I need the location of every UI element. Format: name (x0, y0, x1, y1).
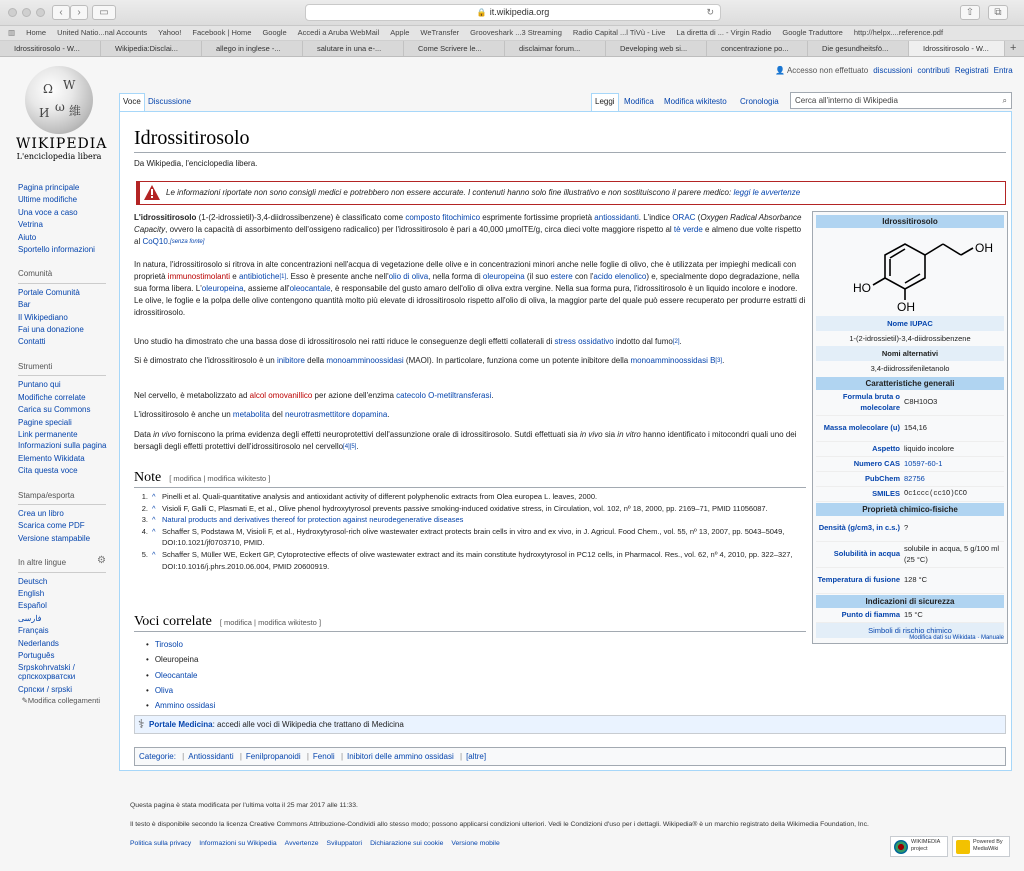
sidebar-link[interactable]: Ultime modifiche (18, 195, 78, 205)
portal-link[interactable]: Portale Medicina (149, 720, 213, 729)
bookmarks-bar (0, 26, 1024, 41)
user-icon: 👤 (775, 66, 785, 75)
infobox-row (816, 542, 1004, 568)
sidebar-link[interactable]: Sportello informazioni (18, 245, 95, 255)
sidebar-link[interactable]: Pagina principale (18, 183, 80, 192)
section-divider (134, 487, 806, 488)
sidebar (18, 182, 114, 705)
infobox-row (816, 487, 1004, 502)
sidebar-link[interactable]: Link permanente (18, 429, 78, 439)
tab-discussione[interactable]: Discussione (148, 97, 192, 106)
caret-up-icon[interactable]: ^ (152, 549, 156, 559)
paragraph-mao: Si è dimostrato che l'idrossitirosolo è un inibitore della monoamminoossidasi (MAOI). In particolare, funziona come un potente inibitore della monoamminoossidasi B[3]. (134, 356, 725, 365)
infobox-section-physical: Proprietà chimico-fisiche (816, 503, 1004, 516)
infobox-key[interactable]: Numero CAS (853, 458, 900, 468)
personal-tools (770, 66, 1013, 75)
personal-link[interactable]: Registrati (954, 66, 989, 75)
sidebar-link[interactable]: Vetrina (18, 220, 43, 230)
window-zoom-button[interactable] (36, 8, 45, 17)
mediawiki-icon (956, 840, 970, 854)
caret-up-icon[interactable]: ^ (152, 492, 156, 501)
infobox-value: 154,16 (904, 423, 927, 433)
infobox-title: Idrossitirosolo (816, 215, 1004, 228)
wikipedia-logo[interactable] (16, 66, 108, 161)
lang-link[interactable]: فارسی (18, 613, 42, 623)
infobox-row (816, 390, 1004, 416)
structure-diagram (815, 230, 1005, 312)
sidebar-section-title: Strumenti (18, 361, 106, 376)
footer-link[interactable]: Sviluppatori (326, 840, 363, 847)
lang-link[interactable]: Français (18, 626, 49, 636)
site-tagline: Da Wikipedia, l'enciclopedia libera. (134, 159, 258, 168)
footer-link[interactable]: Politica sulla privacy (130, 840, 192, 847)
section-heading-related (134, 614, 321, 630)
infobox-row (816, 442, 1004, 457)
sidebar-link[interactable]: Versione stampabile (18, 533, 91, 543)
reload-icon[interactable]: ↻ (706, 7, 714, 17)
sidebar-link[interactable]: Puntano qui (18, 380, 61, 390)
footer-link[interactable]: Versione mobile (451, 840, 500, 847)
sidebar-link[interactable]: Contatti (18, 337, 46, 347)
sidebar-link[interactable]: Modifiche correlate (18, 392, 86, 402)
tab-leggi[interactable]: Leggi (591, 93, 619, 111)
related-link[interactable]: Oliva (154, 685, 174, 695)
paragraph-metabolite: L'idrossitirosolo è anche un metabolita del neurotrasmettitore dopamina. (134, 410, 390, 419)
mediawiki-badge[interactable] (952, 836, 1010, 857)
section-edit-link[interactable]: [ modifica | modifica wikitesto ] (219, 618, 322, 627)
last-modified: Questa pagina è stata modificata per l'ultima volta il 25 mar 2017 alle 11:33. (130, 802, 358, 809)
back-icon[interactable]: ‹ (52, 5, 70, 20)
search-input[interactable] (790, 92, 1012, 109)
lock-icon: 🔒 (476, 8, 487, 17)
sidebar-link[interactable]: Informazioni sulla pagina (18, 441, 107, 451)
browser-tab[interactable]: concentrazione po... (707, 41, 808, 57)
related-link[interactable]: Tirosolo (154, 640, 183, 649)
wikimedia-icon (894, 840, 908, 854)
page-title: Idrossitirosolo (134, 127, 250, 149)
related-item-current: Oleuropeina (154, 655, 199, 665)
infobox-key[interactable]: Solubilità in acqua (833, 549, 900, 559)
iupac-label[interactable]: Nome IUPAC (816, 316, 1004, 331)
infobox-value: liquido incolore (904, 443, 955, 453)
caduceus-icon: ⚕ (138, 717, 145, 731)
page-footer (130, 800, 1010, 849)
infobox-value: ? (904, 523, 909, 533)
sidebar-link[interactable]: Elemento Wikidata (18, 453, 85, 463)
paragraph-study: Uno studio ha dimostrato che una bassa dose di idrossitirosolo nei ratti riduce le conseguenze degli effetti collaterali di stress ossidativo indotto dal fumo[2]. (134, 337, 682, 346)
categories-box: Categorie: | Antiossidanti | Fenilpropanoidi | Fenoli | Inibitori delle ammino ossidasi | [altre] (134, 747, 1006, 766)
note-link[interactable]: Natural products and derivatives thereof for protection against neurodegenerative diseases (162, 515, 464, 525)
related-link[interactable]: Ammino ossidasi (154, 701, 216, 711)
infobox-row (816, 457, 1004, 472)
bookmark-item[interactable]: Home (26, 28, 47, 37)
sidebar-link[interactable]: Pagine speciali (18, 417, 72, 427)
sidebar-section-title: Stampa/esporta (18, 490, 106, 505)
infobox-footer-link[interactable]: Modifica dati su Wikidata · Manuale (909, 635, 1004, 641)
lang-link[interactable]: Nederlands (18, 638, 59, 648)
wordmark: WIKIPEDIA (16, 136, 108, 152)
lang-link[interactable]: Српски / srpski (18, 684, 73, 694)
paragraph-invivo: Data in vivo forniscono la prima evidenza degli effetti neuroprotettivi dell'assunzione orale di idrossitirosolo. Sutdi effettuati sia in vivo sia in vitro hanno identificato i mitocondri quali uno dei bersagli degli effetti protettivi dell'idrossitirosolo nel cervello[4][5]. (134, 430, 797, 451)
sidebar-link[interactable]: Una voce a caso (18, 207, 78, 217)
related-title: Voci correlate (134, 614, 212, 629)
bookmark-item[interactable]: Yahoo! (158, 28, 182, 37)
badge-text: WIKIMEDIA project (911, 839, 941, 852)
title-divider (134, 152, 1006, 153)
sidebar-link[interactable]: Aiuto (18, 232, 37, 242)
tabs-overview-icon[interactable]: ⧉ (988, 5, 1008, 20)
note-item: 1. ^ Pinelli et al. Quali-quantitative analysis and antioxidant activity of different polyphenolic extracts from Olea europea L. leaves, 2000. (134, 491, 814, 503)
browser-tab[interactable]: Idrossitirosolo - W... (0, 41, 101, 57)
bookmark-item[interactable]: Facebook | Home (192, 28, 252, 37)
browser-tab[interactable]: salutare in una e-... (303, 41, 404, 57)
infobox-key[interactable]: Formula bruta o molecolare (842, 392, 900, 412)
infobox-row (816, 516, 1004, 542)
infobox-key[interactable]: Temperatura di fusione (817, 575, 900, 585)
tab-voce[interactable]: Voce (119, 93, 145, 111)
caret-up-icon[interactable]: ^ (152, 515, 156, 525)
lang-link[interactable]: English (18, 589, 45, 599)
lang-link[interactable]: Srpskohrvatski / српскохрватски (18, 662, 76, 681)
ho-label: HO (853, 281, 871, 295)
bookmark-item[interactable]: Radio Capital ...l TiVù - Live (572, 28, 666, 37)
browser-tab[interactable]: Come Scrivere le... (404, 41, 505, 57)
infobox-key[interactable]: Densità (g/cm3, in c.s.) (818, 523, 900, 533)
alt-names-value: 3,4-diidrossifeniletanolo (870, 364, 950, 373)
infobox-value: C8H10O3 (904, 397, 938, 407)
footer-link[interactable]: Dichiarazione sui cookie (370, 840, 444, 847)
infobox-section-safety: Indicazioni di sicurezza (816, 595, 1004, 608)
related-list (146, 637, 215, 713)
warning-text: Le informazioni riportate non sono consigli medici e potrebbero non essere accurate. I contenuti hanno solo fine illustrativo e non sostituiscono il parere medico: (166, 188, 732, 197)
infobox-key[interactable]: PubChem (864, 473, 900, 483)
personal-link[interactable]: contributi (917, 66, 950, 75)
tab-modifica[interactable]: Modifica (624, 97, 654, 106)
browser-tab[interactable]: disclaimar forum... (505, 41, 606, 57)
infobox-value[interactable]: 82756 (904, 473, 925, 483)
sidebar-link[interactable]: Carica su Commons (18, 405, 91, 415)
footer-links (130, 838, 1010, 849)
infobox-row (816, 608, 1004, 623)
show-bookmarks-icon[interactable]: ▥ (8, 28, 16, 37)
note-text: Pinelli et al. Quali-quantitative analysis and antioxidant activity of different polyphenolic extracts from Olea europea L. leaves, 2000. (162, 492, 598, 501)
section-edit-link[interactable]: [ modifica | modifica wikitesto ] (169, 474, 271, 483)
browser-tab-active[interactable]: Idrossitirosolo - W... (909, 41, 1005, 57)
infobox-value: Oc1ccc(cc1O)CCO (904, 489, 968, 498)
infobox-value[interactable]: 10597-60-1 (904, 458, 943, 468)
badge-text: Powered By MediaWiki (973, 839, 1003, 852)
article-content (119, 111, 1012, 771)
bookmark-item[interactable]: http://helpx....reference.pdf (853, 28, 944, 37)
bookmark-item[interactable]: United Natio...nal Accounts (57, 28, 148, 37)
note-item: 5. ^ Schaffer S, Müller WE, Eckert GP, Cytoprotective effects of olive wastewater extract and its main constitute hydroxytyrosol in PC12 cells, in Pharmacol. Res., vol. 62, nº 4, 2010, pp. 322–327, DOI:10.1016/j.phrs.2010.06.004, PMID 20600919. (134, 549, 814, 572)
lang-link[interactable]: Deutsch (18, 576, 48, 586)
medical-warning-box (136, 181, 1006, 205)
infobox-value: 128 °C (904, 575, 928, 585)
infobox-value: 15 °C (904, 609, 923, 619)
logo-tagline: L'enciclopedia libera (16, 152, 102, 161)
browser-tab[interactable]: Wikipedia:Disclai... (101, 41, 202, 57)
infobox-row (816, 472, 1004, 487)
forward-icon[interactable]: › (70, 5, 88, 20)
infobox (812, 211, 1008, 644)
personal-link[interactable]: Entra (993, 66, 1013, 75)
infobox-row (816, 416, 1004, 442)
footer-link[interactable]: Informazioni su Wikipedia (199, 840, 277, 847)
infobox-row (816, 568, 1004, 594)
puzzle-globe-icon: Ω W ω И 維 (25, 66, 93, 134)
address-bar[interactable] (305, 4, 721, 21)
browser-tab-strip (0, 41, 1024, 57)
category-link[interactable]: Inibitori delle ammino ossidasi (347, 752, 454, 761)
infobox-value: solubile in acqua, 5 g/100 ml (25 °C) (904, 544, 1000, 564)
portal-box (134, 715, 1006, 734)
infobox-key[interactable]: Massa molecolare (u) (823, 423, 900, 433)
infobox-key[interactable]: Punto di fiamma (841, 609, 900, 619)
related-link[interactable]: Oleocantale (154, 670, 198, 680)
warning-icon (144, 185, 160, 200)
sidebar-link[interactable]: Portale Comunità (18, 287, 80, 297)
personal-link[interactable]: discussioni (873, 66, 913, 75)
new-tab-icon[interactable]: + (1010, 42, 1017, 54)
lang-section-label: In altre lingue (18, 558, 67, 568)
category-link[interactable]: Fenoli (312, 752, 335, 761)
edit-links-link[interactable] (18, 696, 100, 705)
window-minimize-button[interactable] (22, 8, 31, 17)
oh-label: OH (975, 241, 993, 255)
sidebar-section-title: Comunità (18, 268, 106, 283)
portal-text: : accedi alle voci di Wikipedia che trattano di Medicina (212, 720, 404, 729)
notes-list (134, 491, 814, 572)
login-status: Accesso non effettuato (786, 66, 869, 75)
oh-label: OH (897, 300, 915, 312)
share-icon[interactable]: ⇧ (960, 5, 980, 20)
bookmark-item[interactable]: WeTransfer (420, 28, 460, 37)
section-heading-notes (134, 470, 270, 486)
bookmark-item[interactable]: Apple (390, 28, 410, 37)
paragraph-brain: Nel cervello, è metabolizzato ad alcol omovanillico per azione dell'enzima catecolo O-metiltransferasi. (134, 391, 494, 400)
url-text: it.wikipedia.org (489, 7, 550, 17)
sidebar-link[interactable]: Il Wikipediano (18, 312, 68, 322)
edit-links-label: Modifica collegamenti (27, 695, 100, 705)
gear-icon[interactable]: ⚙ (97, 555, 106, 567)
search-placeholder: Cerca all'interno di Wikipedia (795, 96, 898, 105)
infobox-key[interactable]: SMILES (872, 488, 900, 498)
section-divider (134, 631, 806, 632)
window-close-button[interactable] (8, 8, 17, 17)
tab-modifica-wikitesto[interactable]: Modifica wikitesto (664, 97, 727, 106)
infobox-section-general: Caratteristiche generali (816, 377, 1004, 390)
bookmark-item[interactable]: Google Traduttore (782, 28, 843, 37)
note-item: 4. ^ Schaffer S, Podstawa M, Visioli F, et al., Hydroxytyrosol-rich olive wastewater extract protects brain cells in vitro and ex vivo, in J. Agricul. Food Chem., vol. 55, nº 13, 2007, pp. 5043–5049, DOI:10.1021/jf0703710, PMID. (134, 526, 814, 549)
license-text: Il testo è disponibile secondo la licenza Creative Commons Attribuzione-Condividi allo stesso modo; possono applicarsi condizioni ulteriori. Vedi le Condizioni d'uso per i dettagli. Wikipedia® è un marchio registrato della Wikimedia Foundation, Inc. (130, 821, 869, 828)
caret-up-icon[interactable]: ^ (152, 526, 156, 536)
bookmark-item[interactable]: Accedi a Aruba WebMail (297, 28, 380, 37)
bookmark-item[interactable]: La diretta di ... - Virgin Radio (676, 28, 772, 37)
sidebar-link[interactable]: Scarica come PDF (18, 521, 85, 531)
paragraph-intro: L'idrossitirosolo (1-(2-idrossietil)-3,4-diidrossibenzene) è classificato come composto fitochimico esprimente fortissime proprietà antiossidanti. L'indice ORAC (Oxygen Radical Absorbance Capacity, ovvero la capacità di assorbimento dell'ossigeno radicalico) per l'idrossitirosolo è pari a 40,000 µmolTE/g, circa dieci volte maggiore rispetto al tè verde e almeno due volte rispetto al CoQ10.[senza fonte] (134, 213, 802, 246)
tab-cronologia[interactable]: Cronologia (740, 97, 779, 106)
wikimedia-badge[interactable] (890, 836, 948, 857)
sidebar-toggle-icon[interactable]: ▭ (92, 5, 116, 20)
category-link[interactable]: Antiossidanti (188, 752, 234, 761)
sidebar-section-title (18, 557, 106, 572)
bookmark-item[interactable]: Grooveshark ...3 Streaming (470, 28, 562, 37)
lang-link[interactable]: Español (18, 601, 47, 611)
sidebar-link[interactable]: Bar (18, 300, 31, 310)
note-text: Visioli F, Galli C, Plasmati E, et al., Olive phenol hydroxytyrosol prevents passive smoking-induced oxidative stress, in Circulation, vol. 102, nº 18, 2000, pp. 2169–71, PMID 11056087. (162, 503, 768, 513)
browser-tab[interactable]: Die gesundheitsfö... (808, 41, 909, 57)
note-text: Schaffer S, Podstawa M, Visioli F, et al., Hydroxytyrosol-rich olive wastewater extract protects brain cells in vitro and ex vivo, in J. Agricul. Food Chem., vol. 55, nº 13, 2007, pp. 5043–5049, DOI:10.1021/jf0703710, PMID. (162, 526, 785, 548)
bookmark-item[interactable]: Google (262, 28, 287, 37)
browser-tab[interactable]: Developing web si... (606, 41, 707, 57)
infobox-key[interactable]: Aspetto (872, 443, 900, 453)
risk-symbols-link[interactable]: Simboli di rischio chimico (816, 623, 1004, 638)
sidebar-link[interactable]: Fai una donazione (18, 325, 84, 335)
search-icon[interactable]: ⌕ (1002, 96, 1007, 105)
pencil-icon: ✎ (21, 695, 28, 705)
lang-link[interactable]: Português (18, 651, 55, 661)
categories-label[interactable]: Categorie: (139, 752, 176, 761)
sidebar-link[interactable]: Crea un libro (18, 509, 64, 519)
caret-up-icon[interactable]: ^ (152, 503, 156, 513)
notes-title: Note (134, 470, 162, 485)
iupac-value: 1-(2-idrossietil)-3,4-diidrossibenzene (849, 334, 971, 343)
alt-names-label: Nomi alternativi (816, 346, 1004, 361)
warning-link[interactable]: leggi le avvertenze (733, 188, 801, 197)
sidebar-link[interactable]: Cita questa voce (18, 466, 78, 476)
browser-tab[interactable]: allego in inglese -... (202, 41, 303, 57)
category-link[interactable]: Fenilpropanoidi (245, 752, 301, 761)
note-item: 2. ^ Visioli F, Galli C, Plasmati E, et al., Olive phenol hydroxytyrosol prevents passive smoking-induced oxidative stress, in Circulation, vol. 102, nº 18, 2000, pp. 2169–71, PMID 11056087. (134, 503, 814, 515)
footer-link[interactable]: Avvertenze (284, 840, 319, 847)
paragraph-sources: In natura, l'idrossitirosolo si ritrova in alte concentrazioni nell'acqua di vegetazione delle olive e in concentrazioni minori anche nelle foglie di olivo, che è utilizzata per impieghi medicali con proprietà immunostimolanti e antibiotiche[1]. Esso è presente anche nell'olio di oliva, nella forma di oleuropeina (il suo estere con l'acido elenolico) e, specialmente dopo degradazione, nella sua forma libera. L'oleuropeina, assieme all'oleocantale, è responsabile del gusto amaro dell'olio di oliva extra vergine. Nella sua forma pura, l'idrossitirosolo è un liquido incolore e inodore. Le olive, le foglie e la polpa delle olive contengono quantità molto più elevate di idrossitirosolo rispetto all'olio di oliva, la maggior parte del quale può essere recuperato per produrre estratti di idrossitirosolo. (134, 260, 806, 317)
categories-more-link[interactable]: [altre] (466, 752, 487, 761)
browser-toolbar (0, 0, 1024, 26)
note-text: Schaffer S, Müller WE, Eckert GP, Cytoprotective effects of olive wastewater extract and its main constitute hydroxytyrosol in PC12 cells, in Pharmacol. Res., vol. 62, nº 4, 2010, pp. 322–327, DOI:10.1016/j.phrs.2010.06.004, PMID 20600919. (162, 549, 793, 571)
note-item: 3. ^ Natural products and derivatives thereof for protection against neurodegenerative diseases (134, 514, 814, 526)
